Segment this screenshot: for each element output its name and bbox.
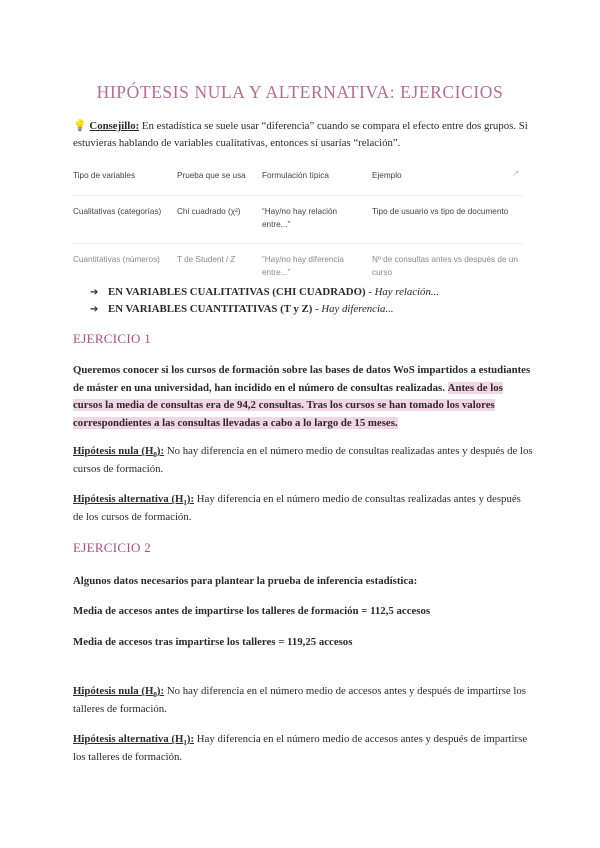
dato-text: Media de accesos antes de impartirse los talleres de formación = 112,5 accesos (73, 605, 431, 617)
light-bulb-icon: 💡 (73, 120, 87, 132)
hypothesis-text: No hay diferencia en el número medio de accesos antes y después de impartirse los talleres de formación. (73, 685, 526, 715)
hypothesis-text: No hay diferencia en el número medio de consultas realizadas antes y después de los cursos de formación. (73, 445, 533, 475)
list-item-separator: - (312, 303, 322, 315)
statement-part-a: Queremos conocer si los cursos de formación sobre las bases de datos WoS impartidos a estudiantes de máster en una universidad, han incidido en el número de consultas realizadas. (73, 364, 531, 394)
variable-summary-list (90, 284, 439, 318)
ejercicio-1-null-hypothesis (73, 443, 533, 478)
table-row (73, 196, 523, 244)
list-item-bold: EN VARIABLES CUALITATIVAS (CHI CUADRADO) (108, 286, 366, 298)
table-cell: Tipo de usuario vs tipo de documento (372, 196, 523, 244)
table-cell: Cualitativas (categorías) (73, 196, 177, 244)
table-cell: Nº de consultas antes vs después de un curso (372, 255, 518, 277)
tip-lead: Consejillo: (89, 120, 140, 132)
ejercicio-2-alt-hypothesis (73, 731, 533, 766)
table-cell: “Hay/no hay relación entre...” (262, 196, 372, 244)
list-item (90, 284, 439, 301)
arrow-right-icon: ➔ (90, 287, 99, 298)
tip-box (73, 118, 533, 152)
table-cell: Cuantitativas (números) (73, 255, 160, 264)
statement-part-b-highlighted: Antes de los cursos la media de consultas era de 94,2 consultas. Tras los cursos se han tomado los valores correspondientes a las consultas llevadas a cabo a lo largo de 15 meses. (73, 381, 503, 429)
hypothesis-text: Hay diferencia en el número medio de consultas realizadas antes y después de los cursos de formación. (73, 493, 521, 523)
intro-text: Algunos datos necesarios para plantear la prueba de inferencia estadística: (73, 575, 418, 587)
table-cell: Chi cuadrado (χ²) (177, 196, 262, 244)
list-item-bold: EN VARIABLES CUANTITATIVAS (T y Z) (108, 303, 313, 315)
table-cell: T de Student / Z (177, 255, 236, 264)
table-header-cell: Ejemplo (372, 163, 523, 196)
table-header-cell: Formulación típica (262, 163, 372, 196)
hypothesis-label: Hipótesis nula $(H_0)$: (73, 445, 165, 460)
ejercicio-2-dato-1 (73, 603, 533, 621)
table-row (73, 244, 523, 284)
ejercicio-1-alt-hypothesis (73, 491, 533, 526)
table-header-row (73, 163, 523, 196)
ejercicio-2-intro (73, 573, 533, 591)
dato-text: Media de accesos tras impartirse los talleres = 119,25 accesos (73, 636, 353, 648)
hypothesis-label: Hipótesis alternativa $(H_1)$: (73, 493, 195, 508)
table-header-cell: Prueba que se usa (177, 163, 262, 196)
table-cell: “Hay/no hay diferencia entre...” (262, 255, 344, 277)
table-header-cell: Tipo de variables (73, 163, 177, 196)
ejercicio-2-null-hypothesis (73, 683, 533, 718)
tip-text: En estadística se suele usar “diferencia” cuando se compara el efecto entre dos grupos. Si estuvieras hablando de variables cualitativas, entonces sí usarías “relación”. (73, 120, 528, 149)
variables-table (73, 163, 523, 283)
arrow-right-icon: ➔ (90, 304, 99, 315)
hypothesis-label: Hipótesis nula $(H_0)$: (73, 685, 165, 700)
hypothesis-label: Hipótesis alternativa $(H_1)$: (73, 733, 195, 748)
expand-icon[interactable]: ↗ (512, 169, 520, 179)
list-item-separator: - (365, 286, 375, 298)
ejercicio-1-statement (73, 362, 533, 432)
list-item-italic: Hay diferencia... (321, 303, 394, 315)
list-item (90, 301, 439, 318)
page-title: HIPÓTESIS NULA Y ALTERNATIVA: EJERCICIOS (96, 82, 504, 102)
list-item-italic: Hay relación... (374, 286, 439, 298)
hypothesis-text: Hay diferencia en el número medio de accesos antes y después de impartirse los talleres de formación. (73, 733, 528, 763)
ejercicio-2-dato-2 (73, 634, 533, 652)
ejercicio-2-heading: EJERCICIO 2 (73, 540, 152, 555)
ejercicio-1-heading: EJERCICIO 1 (73, 331, 152, 346)
